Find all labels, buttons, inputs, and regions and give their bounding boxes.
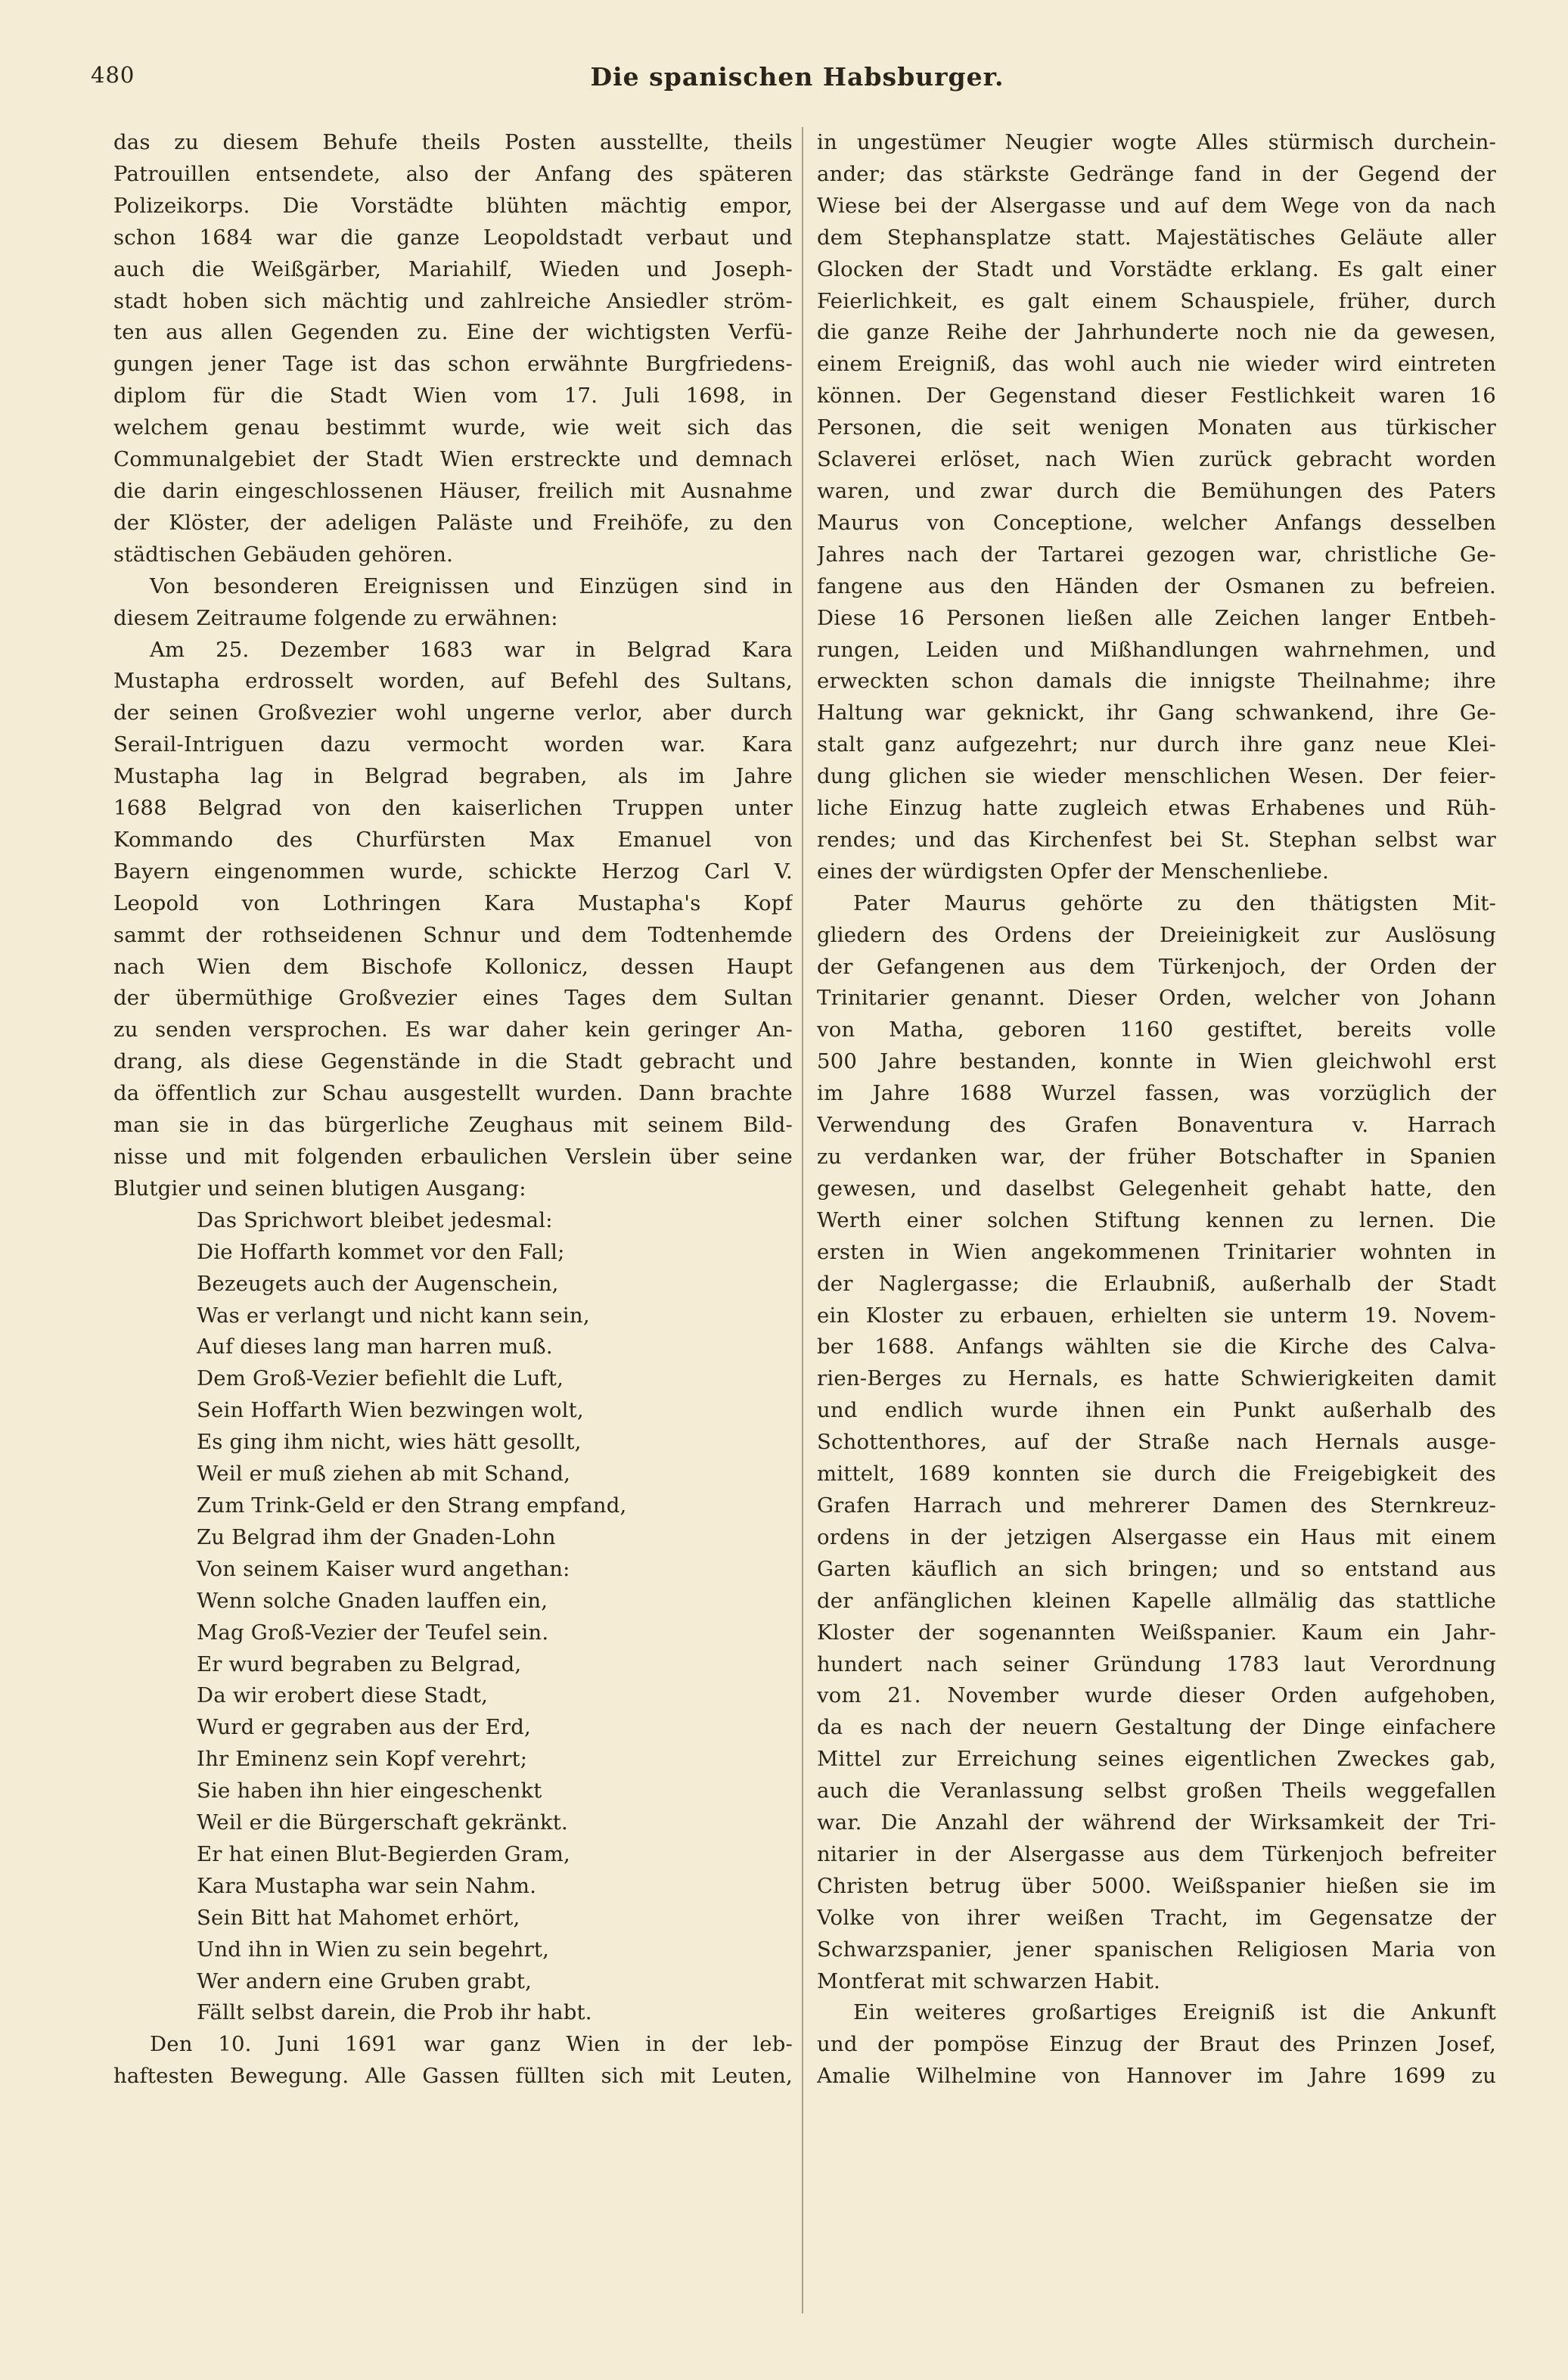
- text-line: Mittel zur Erreichung seines eigentlichen Zweckes gab,: [817, 1747, 1496, 1772]
- text-line: der Naglergasse; die Erlaubniß, außerhalb der Stadt: [817, 1271, 1496, 1296]
- text-line: Schwarzspanier, jener spanischen Religiosen Maria von: [817, 1937, 1496, 1962]
- text-line: Amalie Wilhelmine von Hannover im Jahre 1699 zu: [817, 2064, 1496, 2089]
- text-line: zu verdanken war, der früher Botschafter in Spanien: [817, 1145, 1496, 1169]
- text-line: vom 21. November wurde dieser Orden aufgehoben,: [817, 1683, 1496, 1708]
- text-line: ordens in der jetzigen Alsergasse ein Haus mit einem: [817, 1524, 1496, 1549]
- text-line: zu senden versprochen. Es war daher kein geringer An-: [113, 1018, 793, 1042]
- verse-line: Wenn solche Gnaden lauffen ein,: [197, 1588, 548, 1613]
- verse-line: Da wir erobert diese Stadt,: [197, 1683, 489, 1708]
- verse-line: Zu Belgrad ihm der Gnaden-Lohn: [197, 1524, 556, 1549]
- text-line: Leopold von Lothringen Kara Mustapha's Kopf: [113, 890, 793, 915]
- text-line: ander; das stärkste Gedränge fand in der Gegend der: [817, 161, 1496, 186]
- column-divider: [802, 127, 803, 2313]
- text-line: Am 25. Dezember 1683 war in Belgrad Kara: [150, 637, 793, 662]
- text-line: welchem genau bestimmt wurde, wie weit sich das: [113, 415, 793, 440]
- page-header: [91, 62, 1504, 100]
- text-line: gliedern des Ordens der Dreieinigkeit zur Auslösung: [817, 922, 1496, 947]
- text-line: Jahres nach der Tartarei gezogen war, christliche Ge-: [817, 542, 1496, 567]
- text-line: rendes; und das Kirchenfest bei St. Stephan selbst war: [817, 827, 1496, 852]
- verse-line: Die Hoffarth kommet vor den Fall;: [197, 1239, 565, 1264]
- text-line: auch die Weißgärber, Mariahilf, Wieden und Joseph-: [113, 256, 793, 281]
- text-line: Volke von ihrer weißen Tracht, im Gegensatze der: [817, 1905, 1496, 1930]
- text-line: gewesen, und daselbst Gelegenheit gehabt hatte, den: [817, 1176, 1496, 1201]
- text-line: man sie in das bürgerliche Zeughaus mit seinem Bild-: [113, 1113, 793, 1138]
- text-line: Haltung war geknickt, ihr Gang schwankend, ihre Ge-: [817, 701, 1496, 725]
- text-line: Bayern eingenommen wurde, schickte Herzog Carl V.: [113, 859, 793, 884]
- text-line: auch die Veranlassung selbst großen Theils weggefallen: [817, 1779, 1496, 1804]
- text-line: rien-Berges zu Hernals, es hatte Schwierigkeiten damit: [817, 1366, 1496, 1391]
- verse-line: Dem Groß-Vezier befiehlt die Luft,: [197, 1366, 564, 1391]
- text-line: Trinitarier genannt. Dieser Orden, welcher von Johann: [817, 986, 1496, 1011]
- verse-line: Und ihn in Wien zu sein begehrt,: [197, 1937, 550, 1962]
- text-line: städtischen Gebäuden gehören.: [113, 542, 454, 567]
- text-line: mittelt, 1689 konnten sie durch die Freigebigkeit des: [817, 1462, 1496, 1487]
- right-text-column: [817, 127, 1496, 2351]
- text-line: war. Die Anzahl der während der Wirksamkeit der Tri-: [817, 1810, 1496, 1835]
- text-line: waren, und zwar durch die Bemühungen des Paters: [817, 478, 1496, 503]
- verse-line: Fällt selbst darein, die Prob ihr habt.: [197, 2000, 592, 2025]
- verse-line: Kara Mustapha war sein Nahm.: [197, 1873, 537, 1898]
- text-line: da es nach der neuern Gestaltung der Dinge einfachere: [817, 1715, 1496, 1740]
- text-line: Pater Maurus gehörte zu den thätigsten Mit-: [853, 890, 1496, 915]
- text-line: liche Einzug hatte zugleich etwas Erhabenes und Rüh-: [817, 796, 1496, 821]
- text-line: drang, als diese Gegenstände in die Stadt gebracht und: [113, 1049, 793, 1074]
- text-line: hundert nach seiner Gründung 1783 laut Verordnung: [817, 1651, 1496, 1676]
- text-line: gungen jener Tage ist das schon erwähnte Burgfriedens-: [113, 352, 793, 377]
- verse-line: Er hat einen Blut-Begierden Gram,: [197, 1841, 570, 1866]
- text-line: nitarier in der Alsergasse aus dem Türkenjoch befreiter: [817, 1841, 1496, 1866]
- running-title: Die spanischen Habsburger.: [590, 62, 1004, 92]
- verse-line: Es ging ihm nicht, wies hätt gesollt,: [197, 1430, 582, 1455]
- text-line: stalt ganz aufgezehrt; nur durch ihre ganz neue Klei-: [817, 732, 1496, 757]
- text-line: Glocken der Stadt und Vorstädte erklang. Es galt einer: [817, 256, 1496, 281]
- text-line: im Jahre 1688 Wurzel fassen, was vorzüglich der: [817, 1081, 1496, 1106]
- text-line: Garten käuflich an sich bringen; und so entstand aus: [817, 1556, 1496, 1581]
- text-line: Den 10. Juni 1691 war ganz Wien in der leb-: [150, 2032, 793, 2057]
- text-line: Maurus von Conceptione, welcher Anfangs desselben: [817, 510, 1496, 535]
- left-text-column: [113, 127, 793, 2351]
- text-line: Werth einer solchen Stiftung kennen zu lernen. Die: [817, 1207, 1496, 1232]
- text-line: Grafen Harrach und mehrerer Damen des Sternkreuz-: [817, 1493, 1496, 1518]
- text-line: nisse und mit folgenden erbaulichen Verslein über seine: [113, 1145, 793, 1169]
- text-line: rungen, Leiden und Mißhandlungen wahrnehmen, und: [817, 637, 1496, 662]
- text-line: Blutgier und seinen blutigen Ausgang:: [113, 1176, 526, 1201]
- text-line: Montferat mit schwarzen Habit.: [817, 1968, 1161, 1993]
- text-line: schon 1684 war die ganze Leopoldstadt verbaut und: [113, 225, 793, 250]
- text-line: stadt hoben sich mächtig und zahlreiche Ansiedler ström-: [113, 288, 793, 313]
- verse-line: Sein Hoffarth Wien bezwingen wolt,: [197, 1398, 584, 1423]
- text-line: fangene aus den Händen der Osmanen zu befreien.: [817, 573, 1496, 598]
- text-line: Kloster der sogenannten Weißspanier. Kaum ein Jahr-: [817, 1620, 1496, 1645]
- verse-line: Auf dieses lang man harren muß.: [197, 1334, 553, 1359]
- text-line: haftesten Bewegung. Alle Gassen füllten sich mit Leuten,: [113, 2064, 793, 2089]
- text-line: Schottenthores, auf der Straße nach Hernals ausge-: [817, 1430, 1496, 1455]
- text-line: diesem Zeitraume folgende zu erwähnen:: [113, 605, 558, 630]
- verse-line: Wer andern eine Gruben grabt,: [197, 1968, 532, 1993]
- text-line: und der pompöse Einzug der Braut des Prinzen Josef,: [817, 2032, 1496, 2057]
- text-line: 500 Jahre bestanden, konnte in Wien gleichwohl erst: [817, 1049, 1496, 1074]
- verse-line: Sie haben ihn hier eingeschenkt: [197, 1779, 542, 1804]
- text-line: Christen betrug über 5000. Weißspanier hießen sie im: [817, 1873, 1496, 1898]
- text-line: sammt der rothseidenen Schnur und dem Todtenhemde: [113, 922, 793, 947]
- text-line: von Matha, geboren 1160 gestiftet, bereits volle: [817, 1018, 1496, 1042]
- text-line: Diese 16 Personen ließen alle Zeichen langer Entbeh-: [817, 605, 1496, 630]
- text-line: in ungestümer Neugier wogte Alles stürmisch durchein-: [817, 130, 1496, 154]
- text-line: ber 1688. Anfangs wählten sie die Kirche des Calva-: [817, 1334, 1496, 1359]
- text-line: Patrouillen entsendete, also der Anfang des späteren: [113, 161, 793, 186]
- text-line: Polizeikorps. Die Vorstädte blühten mächtig empor,: [113, 193, 793, 218]
- text-line: Personen, die seit wenigen Monaten aus türkischer: [817, 415, 1496, 440]
- text-line: Feierlichkeit, es galt einem Schauspiele, früher, durch: [817, 288, 1496, 313]
- text-line: einem Ereigniß, das wohl auch nie wieder wird eintreten: [817, 352, 1496, 377]
- verse-line: Weil er muß ziehen ab mit Schand,: [197, 1462, 571, 1487]
- text-line: ten aus allen Gegenden zu. Eine der wichtigsten Verfü-: [113, 320, 793, 345]
- text-line: die ganze Reihe der Jahrhunderte noch nie da gewesen,: [817, 320, 1496, 345]
- verse-line: Weil er die Bürgerschaft gekränkt.: [197, 1810, 568, 1835]
- verse-line: Wurd er gegraben aus der Erd,: [197, 1715, 531, 1740]
- text-line: der Gefangenen aus dem Türkenjoch, der Orden der: [817, 954, 1496, 979]
- verse-line: Was er verlangt und nicht kann sein,: [197, 1303, 590, 1328]
- text-line: Mustapha erdrosselt worden, auf Befehl des Sultans,: [113, 669, 793, 694]
- text-line: dung glichen sie wieder menschlichen Wesen. Der feier-: [817, 764, 1496, 789]
- text-line: Communalgebiet der Stadt Wien erstreckte und demnach: [113, 447, 793, 472]
- text-line: eines der würdigsten Opfer der Menschenliebe.: [817, 859, 1330, 884]
- verse-line: Ihr Eminenz sein Kopf verehrt;: [197, 1747, 528, 1772]
- text-line: Mustapha lag in Belgrad begraben, als im Jahre: [113, 764, 793, 789]
- text-line: der Klöster, der adeligen Paläste und Freihöfe, zu den: [113, 510, 793, 535]
- verse-line: Bezeugets auch der Augenschein,: [197, 1271, 559, 1296]
- verse-line: Sein Bitt hat Mahomet erhört,: [197, 1905, 520, 1930]
- text-line: nach Wien dem Bischofe Kollonicz, dessen Haupt: [113, 954, 793, 979]
- text-line: diplom für die Stadt Wien vom 17. Juli 1698, in: [113, 384, 793, 409]
- text-line: und endlich wurde ihnen ein Punkt außerhalb des: [817, 1398, 1496, 1423]
- text-line: Ein weiteres großartiges Ereigniß ist die Ankunft: [853, 2000, 1496, 2025]
- text-line: erweckten schon damals die innigste Theilnahme; ihre: [817, 669, 1496, 694]
- text-line: Sclaverei erlöset, nach Wien zurück gebracht worden: [817, 447, 1496, 472]
- verse-line: Mag Groß-Vezier der Teufel sein.: [197, 1620, 549, 1645]
- text-line: Kommando des Churfürsten Max Emanuel von: [113, 827, 793, 852]
- text-line: da öffentlich zur Schau ausgestellt wurden. Dann brachte: [113, 1081, 793, 1106]
- verse-line: Zum Trink-Geld er den Strang empfand,: [197, 1493, 627, 1518]
- verse-line: Das Sprichwort bleibet jedesmal:: [197, 1207, 553, 1232]
- text-line: der anfänglichen kleinen Kapelle allmälig das stattliche: [817, 1588, 1496, 1613]
- page-number: 480: [91, 62, 135, 88]
- text-line: ein Kloster zu erbauen, erhielten sie unterm 19. Novem-: [817, 1303, 1496, 1328]
- verse-line: Er wurd begraben zu Belgrad,: [197, 1651, 522, 1676]
- text-line: der übermüthige Großvezier eines Tages dem Sultan: [113, 986, 793, 1011]
- text-line: können. Der Gegenstand dieser Festlichkeit waren 16: [817, 384, 1496, 409]
- verse-line: Von seinem Kaiser wurd angethan:: [197, 1556, 570, 1581]
- text-line: Wiese bei der Alsergasse und auf dem Wege von da nach: [817, 193, 1496, 218]
- text-line: die darin eingeschlossenen Häuser, freilich mit Ausnahme: [113, 478, 793, 503]
- text-line: Verwendung des Grafen Bonaventura v. Harrach: [817, 1113, 1496, 1138]
- text-line: dem Stephansplatze statt. Majestätisches Geläute aller: [817, 225, 1496, 250]
- text-line: Serail-Intriguen dazu vermocht worden war. Kara: [113, 732, 793, 757]
- text-line: ersten in Wien angekommenen Trinitarier wohnten in: [817, 1239, 1496, 1264]
- text-line: der seinen Großvezier wohl ungerne verlor, aber durch: [113, 701, 793, 725]
- text-line: das zu diesem Behufe theils Posten ausstellte, theils: [113, 130, 793, 154]
- text-line: 1688 Belgrad von den kaiserlichen Truppen unter: [113, 796, 793, 821]
- text-line: Von besonderen Ereignissen und Einzügen sind in: [150, 573, 793, 598]
